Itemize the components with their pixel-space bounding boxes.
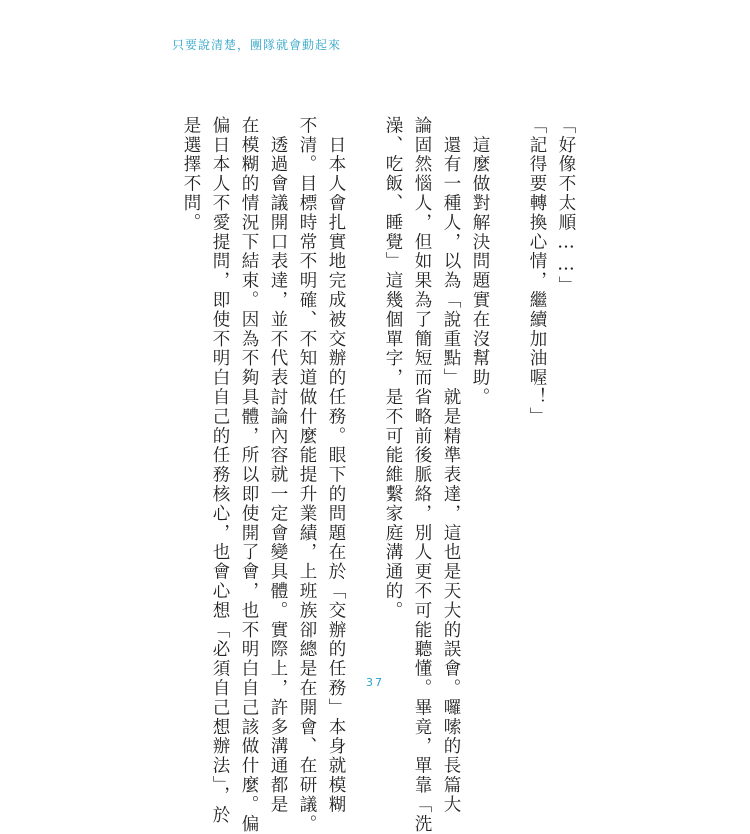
running-header: 只要說清楚，團隊就會動起來 bbox=[172, 38, 342, 52]
text-column-2: 「記得要轉換心情，繼續加油喔！」 bbox=[527, 116, 547, 427]
page-number: 37 bbox=[366, 676, 384, 689]
text-column-10: 在模糊的情況下結束。因為不夠具體，所以即使開了會，也不明白自己該做什麼。偏 bbox=[239, 116, 259, 834]
text-column-9: 透過會議開口表達，並不代表討論內容就一定會變具體。實際上，許多溝通都是 bbox=[268, 116, 288, 815]
text-column-12: 是選擇不問。 bbox=[181, 116, 201, 233]
text-column-5: 論固然惱人，但如果為了簡短而省略前後脈絡，別人更不可能聽懂。畢竟，單靠「洗 bbox=[412, 116, 432, 834]
text-column-6: 澡、吃飯、睡覺」這幾個單字，是不可能維繫家庭溝通的。 bbox=[383, 116, 403, 621]
text-column-1: 「好像不太順……」 bbox=[556, 116, 576, 296]
text-column-4: 還有一種人，以為「說重點」就是精準表達，這也是天大的誤會。囉嗦的長篇大 bbox=[441, 116, 461, 815]
text-column-7: 日本人會扎實地完成被交辦的任務。眼下的問題在於「交辦的任務」本身就模糊 bbox=[326, 116, 346, 815]
text-column-8: 不清。目標時常不明確、不知道做什麼能提升業績，上班族卻總是在開會、在研議。 bbox=[297, 116, 317, 834]
text-column-3: 這麼做對解決問題實在沒幫助。 bbox=[470, 116, 490, 407]
text-column-11: 偏日本人不愛提問，即使不明白自己的任務核心，也會心想「必須自己想辦法」，於 bbox=[210, 116, 230, 826]
